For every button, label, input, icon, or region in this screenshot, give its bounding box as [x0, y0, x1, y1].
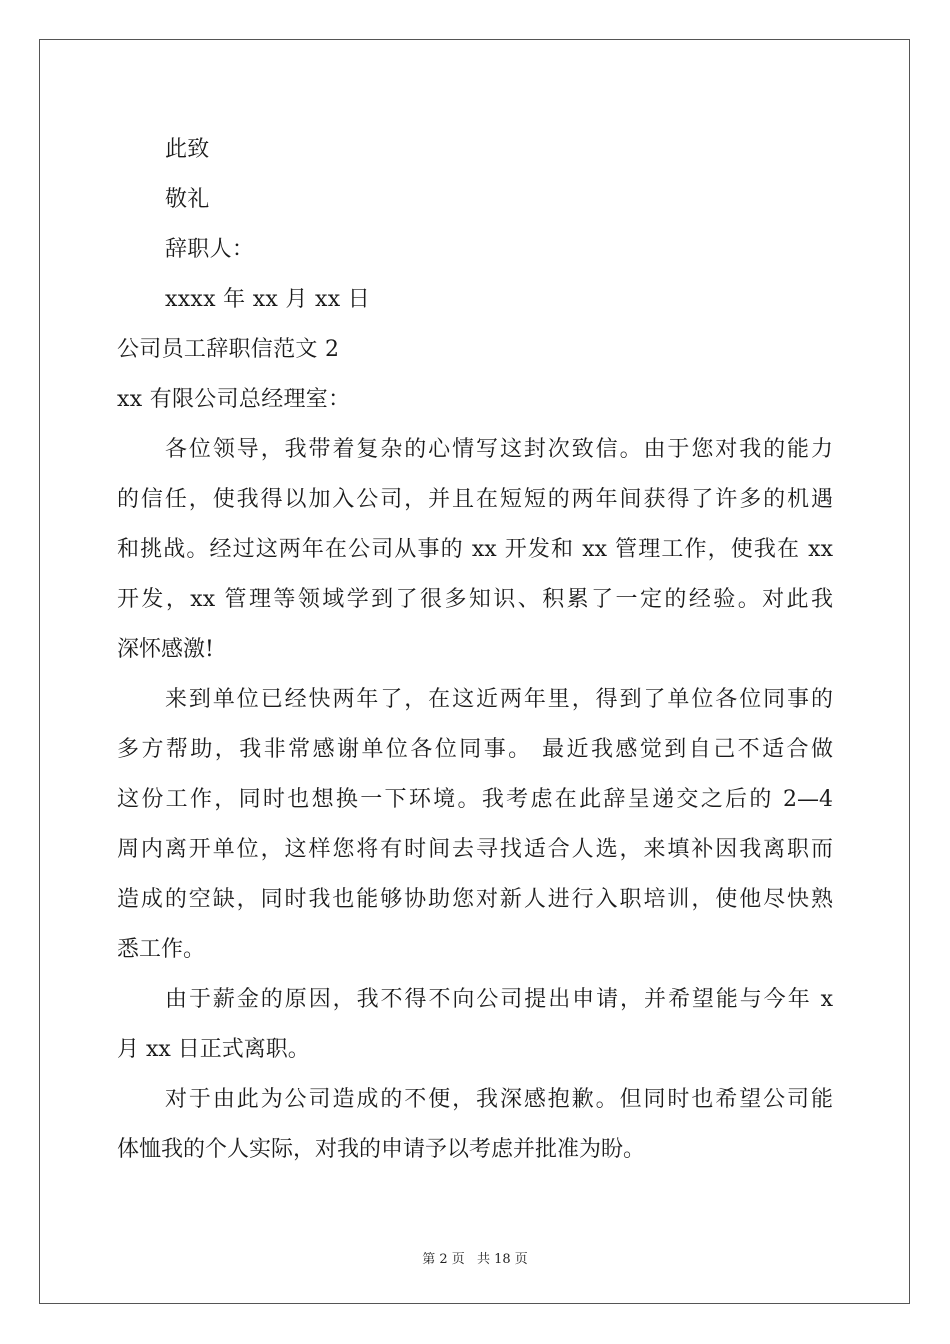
- paragraph-3-line-1: 由于薪金的原因，我不得不向公司提出申请，并希望能与今年 x: [165, 987, 833, 1012]
- paragraph-1-line-5: 深怀感激!: [117, 637, 214, 662]
- paragraph-2-line-1: 来到单位已经快两年了，在这近两年里，得到了单位各位同事的: [165, 687, 833, 712]
- paragraph-1-line-1: 各位领导，我带着复杂的心情写这封次致信。由于您对我的能力: [165, 437, 833, 462]
- recipient: xx 有限公司总经理室：: [117, 387, 351, 412]
- closing-salutation: 此致: [165, 137, 210, 162]
- paragraph-2-line-4: 周内离开单位，这样您将有时间去寻找适合人选，来填补因我离职而: [117, 837, 833, 862]
- page-border: [39, 39, 910, 1304]
- paragraph-3-line-2: 月 xx 日正式离职。: [117, 1037, 310, 1062]
- paragraph-1-line-4: 开发，xx 管理等领域学到了很多知识、积累了一定的经验。对此我: [117, 587, 833, 612]
- paragraph-2-line-3: 这份工作，同时也想换一下环境。我考虑在此辞呈递交之后的 2—4: [117, 787, 833, 812]
- page-total: 共 18 页: [476, 1252, 528, 1267]
- paragraph-4-line-2: 体恤我的个人实际，对我的申请予以考虑并批准为盼。: [117, 1137, 646, 1162]
- paragraph-2-line-5: 造成的空缺，同时我也能够协助您对新人进行入职培训，使他尽快熟: [117, 887, 833, 912]
- paragraph-1-line-2: 的信任，使我得以加入公司，并且在短短的两年间获得了许多的机遇: [117, 487, 833, 512]
- signer-label: 辞职人：: [165, 237, 255, 262]
- letter-date: xxxx 年 xx 月 xx 日: [165, 287, 371, 312]
- closing-regards: 敬礼: [165, 187, 210, 212]
- paragraph-2-line-2: 多方帮助，我非常感谢单位各位同事。 最近我感觉到自己不适合做: [117, 737, 833, 762]
- paragraph-4-line-1: 对于由此为公司造成的不便，我深感抱歉。但同时也希望公司能: [165, 1087, 833, 1112]
- page-footer: [0, 1248, 950, 1267]
- paragraph-1-line-3: 和挑战。经过这两年在公司从事的 xx 开发和 xx 管理工作，使我在 xx: [117, 537, 833, 562]
- section-title: 公司员工辞职信范文 2: [117, 337, 340, 362]
- page-number: 第 2 页: [422, 1252, 465, 1267]
- paragraph-2-line-6: 悉工作。: [117, 937, 206, 962]
